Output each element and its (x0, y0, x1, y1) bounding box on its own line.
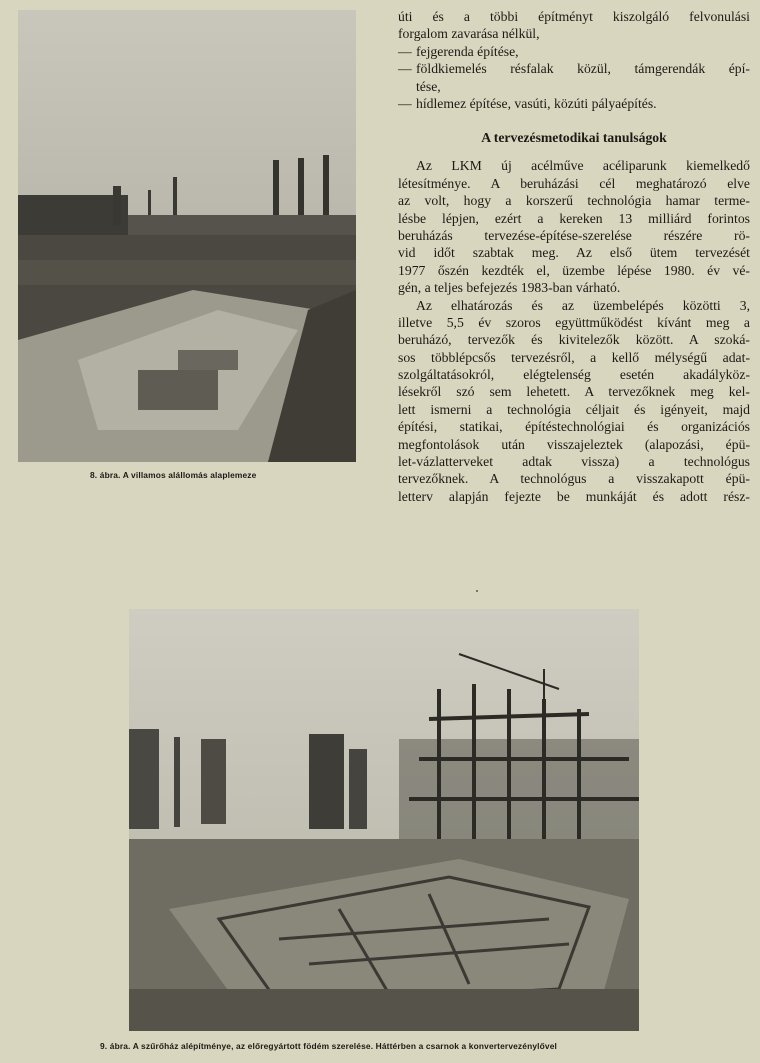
list-dash: — (398, 43, 412, 59)
text-line: gén, a teljes befejezés 1983-ban várható. (398, 280, 621, 296)
text-line: 1977 őszén kezdték el, üzembe lépése 1980. év vé- (398, 262, 750, 278)
article-text-column (398, 8, 750, 505)
text-line: vid időt szabtak meg. Az első ütem tervezését (398, 245, 750, 261)
paragraph-1 (398, 157, 750, 296)
text-line: létesítménye. A beruházási cél meghatározó elve (398, 175, 750, 191)
text-line: hídlemez építése, vasúti, közúti pályaépítés. (416, 95, 657, 111)
list-item (398, 43, 750, 60)
text-line: lésekről szó sem lehetett. A tervezőknek meg kel- (398, 384, 750, 400)
figure-9-caption: 9. ábra. A szűrőház alépítménye, az előregyártott födém szerelése. Háttérben a csarnok a konvertervezénylővel (100, 1041, 557, 1051)
text-line: lett ismerni a technológia céljait és igényeit, majd (398, 401, 750, 417)
list-dash: — (398, 95, 412, 111)
text-line: beruházó, tervezők és kivitelezők között. A szoká- (398, 332, 750, 348)
text-line: szolgáltatásokról, elégtelenség esetén akadályköz- (398, 367, 750, 383)
text-line: lésbe lépjen, ezért a kereken 13 milliárd forintos (398, 210, 750, 226)
text-line: az volt, hogy a korszerű technológia hamar terme- (398, 193, 750, 209)
text-line: let-vázlatterveket adtak vissza) a technológus (398, 454, 750, 470)
text-line: úti és a többi építményt kiszolgáló felvonulási (398, 9, 750, 24)
text-line: illetve 5,5 év szoros együttműködést kívánt meg a (398, 314, 750, 330)
text-line: Az LKM új acélműve acéliparunk kiemelkedő (416, 158, 750, 174)
figure-8-photo (18, 10, 356, 462)
text-line: megfontolások után visszajeleztek (alapozási, épü- (398, 436, 750, 452)
paragraph-2 (398, 297, 750, 506)
list-item (398, 60, 750, 95)
text-line: építési, statikai, építéstechnológiai és organizációs (398, 419, 750, 435)
text-line: sos többlépcsős tervezésről, a kellő mélységű adat- (398, 349, 750, 365)
text-line: tése, (416, 78, 441, 94)
figure-9-photo (129, 609, 639, 1031)
list-item (398, 95, 750, 112)
text-line: tervezőknek. A technológus a visszakapott épü- (398, 471, 750, 487)
text-line: fejgerenda építése, (416, 43, 519, 59)
text-line: letterv alapján fejezte be munkáját és adott rész- (398, 488, 750, 504)
text-line: földkiemelés résfalak közül, támgerendák épí- (416, 61, 750, 77)
figure-8-caption: 8. ábra. A villamos alállomás alaplemeze (90, 470, 257, 480)
print-speck (476, 590, 478, 592)
text-line: Az elhatározás és az üzembelépés közötti 3, (416, 297, 750, 313)
text-line: beruházás tervezése-építése-szerelése részére rö- (398, 227, 750, 243)
list-dash: — (398, 61, 412, 77)
text-line: forgalom zavarása nélkül, (398, 26, 540, 42)
section-heading: A tervezésmetodikai tanulságok (481, 130, 667, 146)
